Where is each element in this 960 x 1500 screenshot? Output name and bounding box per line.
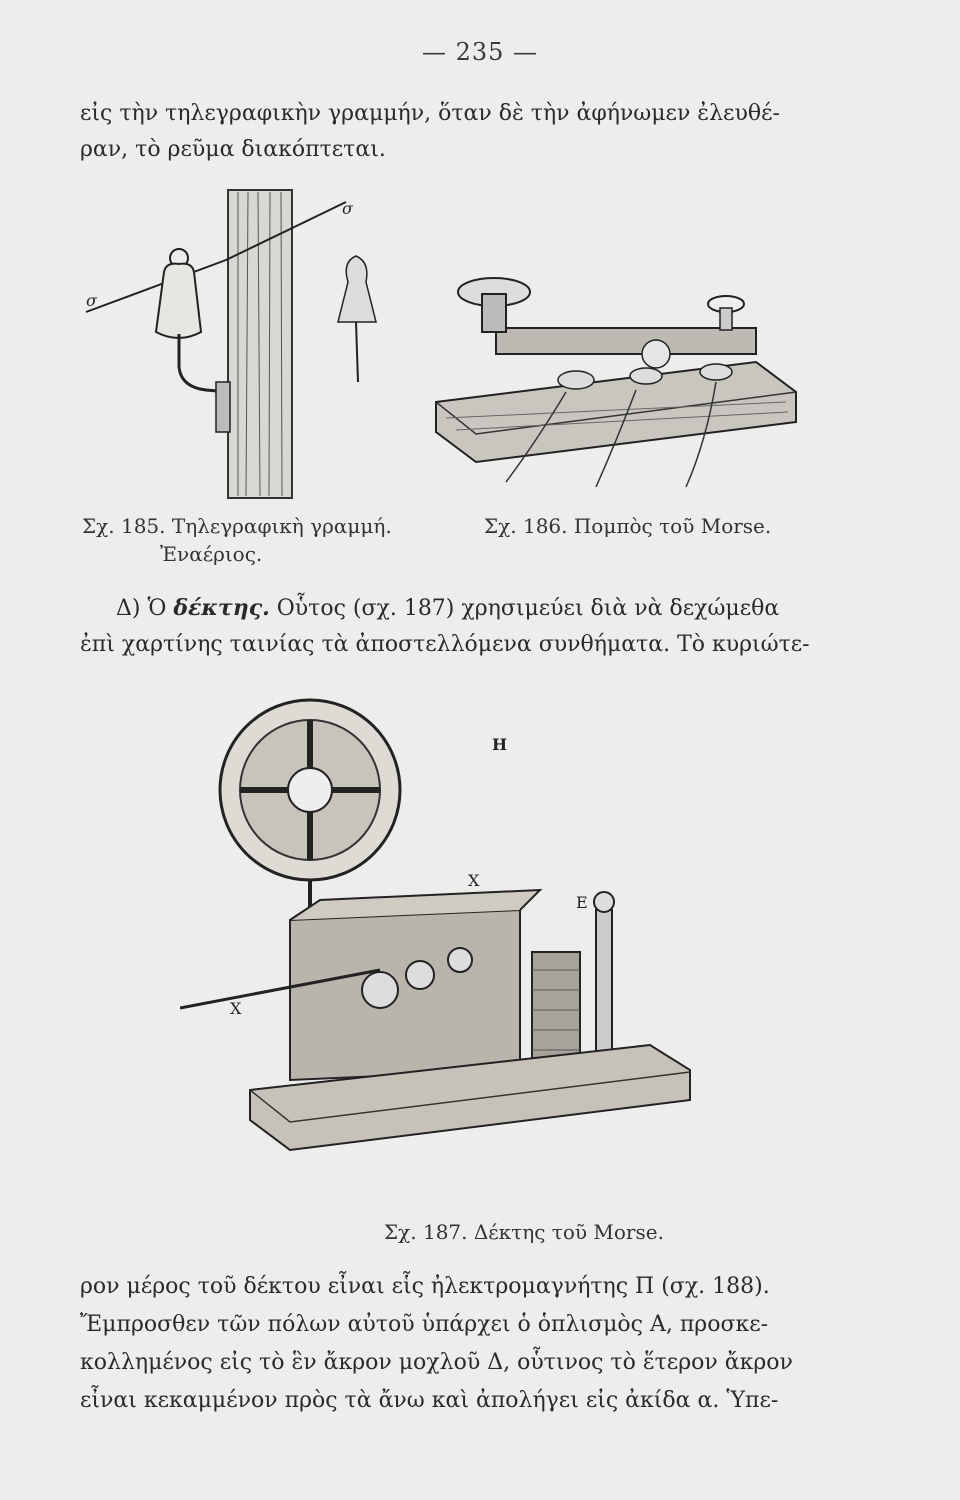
figure-186-morse-transmitter <box>416 262 816 492</box>
section-prefix: Δ) Ὁ <box>116 596 174 621</box>
figure-185-telegraph-line <box>76 182 406 502</box>
page-number: — 235 — <box>421 38 539 66</box>
closing-line-3: κολλημένος εἰς τὸ ἓν ἄκρον μοχλοῦ Δ, οὗτινος τὸ ἕτερον ἄκρον <box>80 1350 793 1375</box>
intro-line-1: εἰς τὴν τηλεγραφικὴν γραμμήν, ὅταν δὲ τὴν ἀφήνωμεν ἐλευθέ- <box>80 101 780 126</box>
closing-line-1: ρον μέρος τοῦ δέκτου εἶναι εἷς ἠλεκτρομαγνήτης Π (σχ. 188). <box>80 1274 770 1299</box>
section-line-1 <box>80 590 880 627</box>
fig185-sigma-right-label: σ <box>342 199 353 218</box>
section-paragraph <box>80 590 880 663</box>
closing-line-4: εἶναι κεκαμμένον πρὸς τὰ ἄνω καὶ ἀπολήγει εἰς ἀκίδα α. Ὑπε- <box>80 1388 779 1413</box>
fig185-sigma-left-label: σ <box>86 291 97 310</box>
section-title: δέκτης. <box>173 595 270 621</box>
fig187-label-H: H <box>492 735 508 754</box>
fig187-label-E: E <box>576 893 588 912</box>
intro-paragraph <box>80 96 880 168</box>
fig187-label-X-top: X <box>468 871 480 890</box>
figure-186-caption: Σχ. 186. Πομπὸς τοῦ Morse. <box>484 514 772 538</box>
figure-185-caption-line-1: Σχ. 185. Τηλεγραφικὴ γραμμή. <box>82 514 392 538</box>
figure-185-caption-line-2: Ἐναέριος. <box>160 542 263 566</box>
figure-187-morse-receiver <box>180 690 740 1190</box>
section-line-2: ἐπὶ χαρτίνης ταινίας τὰ ἀποστελλόμενα συνθήματα. Τὸ κυριώτε- <box>80 632 810 657</box>
figure-185-caption <box>82 512 392 568</box>
fig187-label-X-left: X <box>230 999 242 1018</box>
intro-line-2: ραν, τὸ ρεῦμα διακόπτεται. <box>80 137 386 162</box>
closing-line-2: Ἔμπροσθεν τῶν πόλων αὐτοῦ ὑπάρχει ὁ ὁπλισμὸς Α, προσκε- <box>80 1312 769 1337</box>
section-line-1-rest: Οὗτος (σχ. 187) χρησιμεύει διὰ νὰ δεχώμεθα <box>269 596 780 621</box>
closing-paragraph <box>80 1268 880 1420</box>
figure-187-caption: Σχ. 187. Δέκτης τοῦ Morse. <box>384 1220 664 1244</box>
